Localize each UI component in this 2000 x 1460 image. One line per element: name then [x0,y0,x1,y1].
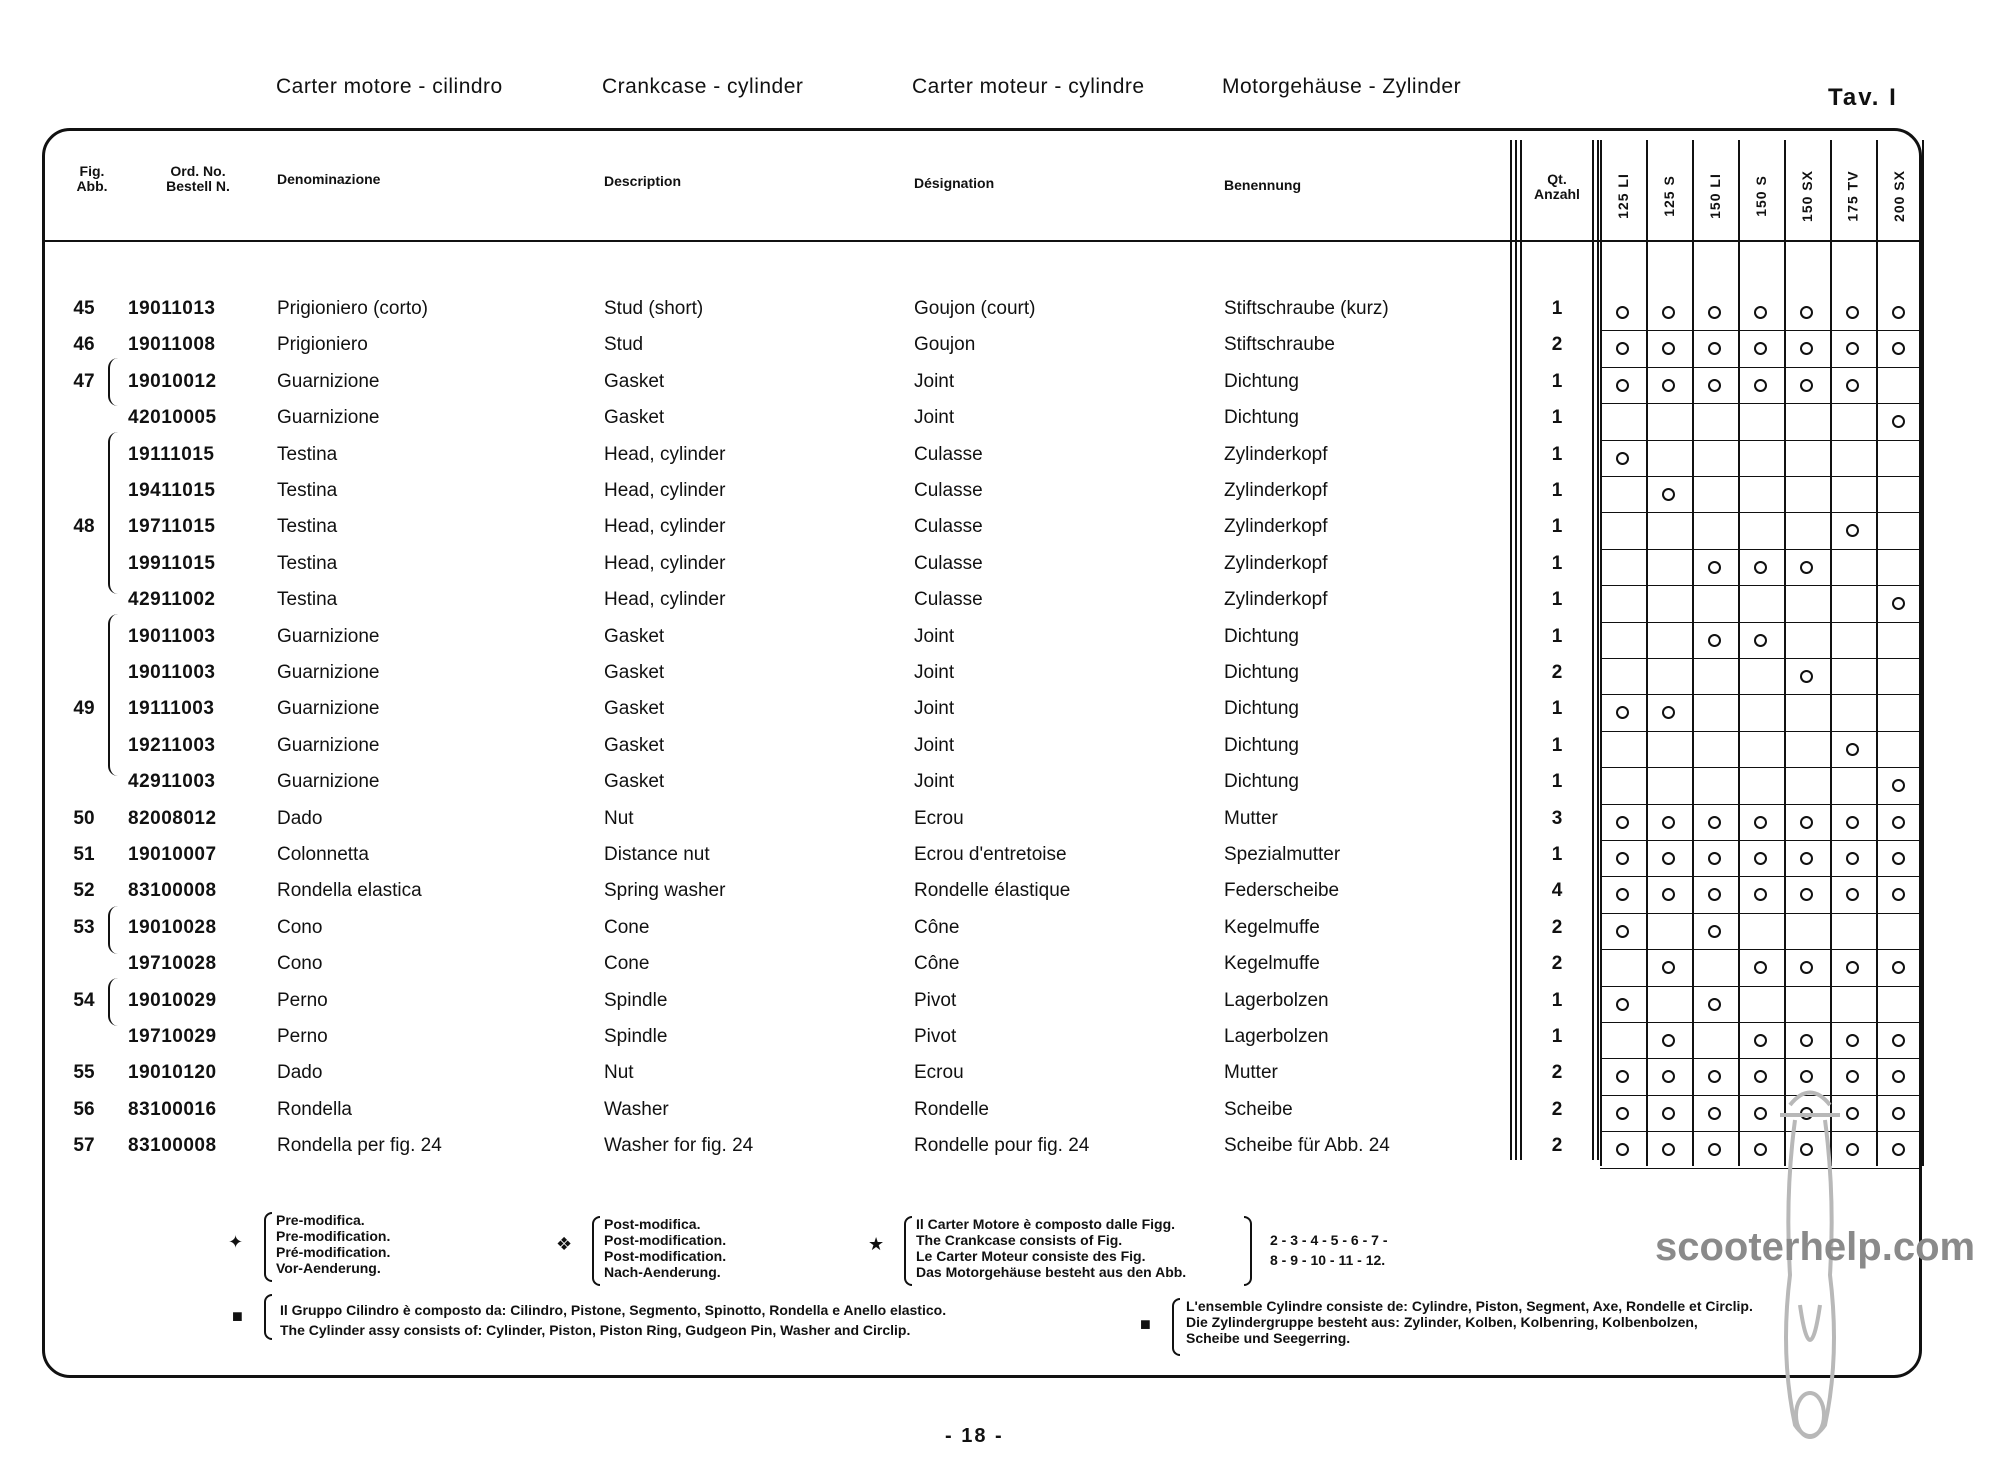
name-italian: Cono [277,916,323,938]
name-french: Culasse [914,516,983,538]
applicability-mark [1616,306,1629,319]
name-french: Cône [914,916,960,938]
quantity: 1 [1551,989,1563,1011]
applicability-mark [1846,306,1859,319]
applicability-mark [1662,306,1675,319]
footnote-brace [264,1294,272,1340]
name-french: Ecrou [914,807,964,829]
name-french: Ecrou [914,1062,964,1084]
applicability-mark [1846,852,1859,865]
grid-row-line [1600,986,1922,987]
quantity: 3 [1551,807,1563,829]
variant-column-line [1784,140,1786,1166]
group-brace-54 [108,978,118,1026]
variant-header-label: 150 SX [1799,170,1815,222]
post-modification-symbol: ❖ [556,1234,573,1254]
group-brace-47 [108,358,118,406]
order-number: 19211003 [128,734,216,756]
applicability-mark [1754,1034,1767,1047]
group-brace-53 [108,906,118,954]
variant-column-line [1876,140,1878,1166]
name-italian: Perno [277,1026,328,1047]
order-number: 19411015 [128,480,216,501]
name-italian: Testina [277,552,338,574]
name-italian: Perno [277,989,328,1011]
name-english: Washer for fig. 24 [604,1135,754,1157]
header-divider [45,240,1920,242]
title-german: Motorgehäuse - Zylinder [1222,75,1462,98]
order-number: 19011008 [128,334,216,356]
name-english: Gasket [604,662,665,683]
footnote-brace [904,1216,912,1286]
applicability-mark [1754,561,1767,574]
grid-row-line [1600,876,1922,877]
page-number: - 18 - [945,1425,1004,1447]
name-french: Pivot [914,1026,957,1047]
fig-number: 51 [73,844,95,865]
quantity: 2 [1551,1135,1563,1157]
name-french: Culasse [914,552,983,574]
plate-number: Tav. I [1828,84,1898,111]
name-german: Mutter [1224,807,1278,829]
applicability-mark [1616,852,1629,865]
quantity: 2 [1551,1098,1563,1120]
name-german: Kegelmuffe [1224,953,1320,975]
fig-number: 50 [73,807,95,829]
grid-row-line [1600,476,1922,477]
name-english: Head, cylinder [604,443,726,465]
name-french: Joint [914,662,955,683]
variant-column-line [1830,140,1832,1166]
grid-row-line [1600,1058,1922,1059]
applicability-mark [1800,670,1813,683]
order-number: 19011003 [128,662,216,683]
variant-column-line [1738,140,1740,1166]
column-separator [1515,140,1517,1160]
name-italian: Testina [277,516,338,538]
name-english: Stud [604,334,644,356]
name-english: Head, cylinder [604,516,726,538]
variant-header-label: 200 SX [1891,170,1907,222]
fig-number: 49 [73,698,95,720]
quantity: 1 [1551,1026,1563,1047]
quantity: 1 [1551,552,1563,574]
pre-modification-symbol: ✦ [228,1232,244,1252]
name-german: Mutter [1224,1062,1278,1084]
group-brace-49 [108,614,118,776]
header-qty: Qt. Anzahl [1534,171,1580,202]
variant-header [1784,166,1830,226]
variant-column-line [1646,140,1648,1166]
name-german: Spezialmutter [1224,844,1341,865]
applicability-mark [1616,379,1629,392]
order-number: 83100016 [128,1098,217,1120]
fig-number: 48 [73,516,95,538]
variant-header [1830,166,1876,226]
name-english: Stud (short) [604,298,704,319]
fig-number: 53 [73,916,95,938]
applicability-mark [1846,379,1859,392]
quantity: 1 [1551,407,1563,429]
name-english: Gasket [604,370,665,392]
name-italian: Rondella elastica [277,880,422,902]
name-german: Dichtung [1224,625,1299,647]
fig-number: 47 [73,370,95,392]
name-german: Zylinderkopf [1224,589,1328,611]
crankcase-symbol: ★ [868,1234,885,1254]
order-number: 19010029 [128,989,217,1011]
name-french: Goujon [914,334,976,356]
name-english: Gasket [604,698,665,720]
fig-number: 56 [73,1098,95,1120]
fig-number: 52 [73,880,95,902]
grid-row-line [1600,840,1922,841]
quantity: 2 [1551,1062,1563,1084]
quantity: 1 [1551,625,1563,647]
name-italian: Testina [277,589,338,611]
grid-row-line [1600,804,1922,805]
name-italian: Guarnizione [277,370,380,392]
variant-header [1876,166,1922,226]
name-german: Scheibe für Abb. 24 [1224,1135,1390,1157]
name-english: Spring washer [604,880,726,902]
quantity: 1 [1551,698,1563,720]
name-german: Dichtung [1224,734,1299,756]
name-english: Cone [604,953,650,975]
applicability-mark [1846,743,1859,756]
name-german: Zylinderkopf [1224,480,1328,501]
name-french: Rondelle pour fig. 24 [914,1135,1090,1157]
grid-row-line [1600,367,1922,368]
name-french: Joint [914,734,955,756]
grid-row-line [1600,1022,1922,1023]
cylinder-assy-symbol: ■ [1140,1314,1151,1334]
order-number: 19010012 [128,370,217,392]
name-italian: Guarnizione [277,771,380,793]
order-number: 19010120 [128,1062,217,1084]
variant-header-label: 125 S [1661,175,1677,217]
order-number: 19711015 [128,516,216,538]
applicability-mark [1754,634,1767,647]
name-english: Spindle [604,1026,668,1047]
applicability-mark [1708,852,1721,865]
name-german: Stiftschraube [1224,334,1335,356]
variant-column-line [1600,140,1602,1166]
order-number: 42911002 [128,589,216,611]
watermark-text: scooterhelp.com [1655,1225,1976,1269]
applicability-mark [1754,852,1767,865]
applicability-mark [1662,852,1675,865]
order-number: 19710029 [128,1026,217,1047]
name-italian: Rondella per fig. 24 [277,1135,442,1157]
name-english: Gasket [604,734,665,756]
applicability-mark [1616,1107,1629,1120]
applicability-mark [1892,1034,1905,1047]
applicability-mark [1662,488,1675,501]
order-number: 83100008 [128,880,217,902]
name-german: Lagerbolzen [1224,1026,1329,1047]
quantity: 1 [1551,844,1563,865]
name-french: Joint [914,698,955,720]
applicability-mark [1892,816,1905,829]
name-italian: Guarnizione [277,625,380,647]
grid-row-line [1600,731,1922,732]
name-english: Gasket [604,625,665,647]
name-german: Stiftschraube (kurz) [1224,298,1389,319]
order-number: 42010005 [128,407,217,429]
name-french: Cône [914,953,960,975]
applicability-mark [1800,561,1813,574]
variant-column-line [1692,140,1694,1166]
order-number: 19911015 [128,552,216,574]
footnote-brace [1244,1216,1252,1286]
footnote-cylinder-assy-it-en: Il Gruppo Cilindro è composto da: Cilindro, Pistone, Segmento, Spinotto, Rondella e Anello elastico. The Cylinder assy consists of: Cylinder, Piston, Piston Ring, Gudgeon Pin, Washer and Circlip. [280,1302,947,1338]
name-french: Culasse [914,589,983,611]
grid-row-line [1600,767,1922,768]
footnote-brace [264,1212,272,1282]
name-italian: Cono [277,953,323,975]
column-separator [1520,140,1522,1160]
quantity: 4 [1551,880,1563,902]
fig-number: 57 [73,1135,95,1157]
title-french: Carter moteur - cylindre [912,75,1145,98]
column-separator [1510,140,1512,1160]
cylinder-assy-symbol: ■ [232,1306,243,1326]
order-number: 19011013 [128,298,216,319]
applicability-mark [1616,452,1629,465]
name-english: Spindle [604,989,668,1011]
order-number: 19111003 [128,698,215,720]
applicability-mark [1662,379,1675,392]
name-french: Joint [914,625,955,647]
name-german: Zylinderkopf [1224,516,1328,538]
applicability-mark [1708,1107,1721,1120]
name-german: Dichtung [1224,662,1299,683]
order-number: 83100008 [128,1135,217,1157]
fig-number: 45 [73,298,95,319]
footnote-crankcase-figures: 2 - 3 - 4 - 5 - 6 - 7 - 8 - 9 - 10 - 11 - 12. [1270,1232,1388,1268]
variant-header [1692,166,1738,226]
name-german: Dichtung [1224,407,1299,429]
applicability-mark [1662,1034,1675,1047]
name-italian: Colonnetta [277,844,369,865]
grid-row-line [1600,403,1922,404]
name-french: Pivot [914,989,957,1011]
applicability-mark [1708,925,1721,938]
header-designation: Désignation [914,175,995,191]
order-number: 19011003 [128,625,216,647]
fig-number: 55 [73,1062,95,1084]
grid-row-line [1600,330,1922,331]
name-italian: Prigioniero (corto) [277,298,428,319]
quantity: 1 [1551,589,1563,611]
name-italian: Testina [277,443,338,465]
order-number: 82008012 [128,807,217,829]
quantity: 1 [1551,370,1563,392]
footnote-post-modification: Post-modifica. Post-modification. Post-modification. Nach-Aenderung. [604,1216,727,1280]
grid-row-line [1600,658,1922,659]
name-english: Cone [604,916,650,938]
applicability-mark [1616,816,1629,829]
name-french: Ecrou d'entretoise [914,844,1067,865]
footnote-pre-modification: Pre-modifica. Pre-modification. Pré-modification. Vor-Aenderung. [276,1212,391,1276]
footnote-brace [1172,1298,1180,1356]
grid-row-line [1600,913,1922,914]
footnote-brace [592,1216,600,1286]
grid-row-line [1600,585,1922,586]
applicability-mark [1800,816,1813,829]
applicability-mark [1708,634,1721,647]
order-number: 19111015 [128,443,215,465]
order-number: 19010028 [128,916,217,938]
quantity: 2 [1551,953,1563,975]
name-italian: Dado [277,807,323,829]
name-english: Gasket [604,771,665,793]
variant-header-label: 150 LI [1706,173,1723,219]
name-italian: Testina [277,480,338,501]
grid-row-line [1600,512,1922,513]
grid-row-line [1600,694,1922,695]
header-ord-no: Ord. No. Bestell N. [166,163,230,194]
quantity: 2 [1551,916,1563,938]
name-english: Head, cylinder [604,589,726,611]
name-french: Goujon (court) [914,298,1036,319]
applicability-mark [1616,925,1629,938]
name-french: Rondelle élastique [914,880,1071,902]
name-italian: Guarnizione [277,407,380,429]
variant-header [1600,166,1646,226]
grid-row-line [1600,622,1922,623]
applicability-mark [1800,1034,1813,1047]
quantity: 1 [1551,480,1563,501]
applicability-mark [1846,816,1859,829]
name-german: Dichtung [1224,771,1299,793]
column-separator [1597,140,1599,1160]
quantity: 1 [1551,734,1563,756]
applicability-mark [1800,306,1813,319]
variant-header-label: 150 S [1753,175,1769,217]
name-italian: Guarnizione [277,698,380,720]
name-english: Nut [604,1062,634,1084]
applicability-mark [1662,816,1675,829]
name-german: Dichtung [1224,698,1299,720]
applicability-mark [1708,561,1721,574]
footnote-cylinder-assy-fr-de: L'ensemble Cylindre consiste de: Cylindre, Piston, Segment, Axe, Rondelle et Circlip. Die Zylindergruppe besteht aus: Zylinder, Kolben, Kolbenring, Kolbenbolzen, Scheibe und Seegerring. [1186,1298,1753,1346]
grid-row-line [1600,440,1922,441]
applicability-mark [1892,852,1905,865]
applicability-mark [1754,379,1767,392]
name-french: Joint [914,407,955,429]
title-english: Crankcase - cylinder [602,75,804,98]
name-italian: Prigioniero [277,334,368,356]
applicability-mark [1800,852,1813,865]
group-brace-48 [108,432,118,594]
name-english: Head, cylinder [604,480,726,501]
applicability-mark [1754,816,1767,829]
footnote-crankcase: Il Carter Motore è composto dalle Figg. The Crankcase consists of Fig. Le Carter Moteur consiste des Fig. Das Motorgehäuse besteht aus den Abb. [916,1216,1187,1280]
quantity: 1 [1551,443,1563,465]
applicability-mark [1708,306,1721,319]
name-french: Rondelle [914,1098,989,1120]
name-italian: Rondella [277,1098,352,1120]
applicability-mark [1846,1034,1859,1047]
variant-column-line [1922,140,1924,1166]
applicability-mark [1754,306,1767,319]
fig-number: 46 [73,334,95,356]
quantity: 1 [1551,516,1563,538]
applicability-mark [1892,306,1905,319]
title-italian: Carter motore - cilindro [276,75,503,98]
name-italian: Dado [277,1062,323,1084]
grid-row-line [1600,949,1922,950]
variant-header [1646,166,1692,226]
order-number: 42911003 [128,771,216,793]
name-english: Washer [604,1098,669,1120]
name-german: Lagerbolzen [1224,989,1329,1011]
name-french: Joint [914,771,955,793]
name-french: Culasse [914,480,983,501]
header-fig: Fig. Abb. [76,163,108,194]
applicability-mark [1892,1107,1905,1120]
variant-header-label: 125 LI [1614,173,1631,219]
header-benennung: Benennung [1224,177,1301,193]
variant-header-label: 175 TV [1845,170,1862,222]
name-english: Nut [604,807,634,829]
name-german: Zylinderkopf [1224,552,1328,574]
name-german: Zylinderkopf [1224,443,1328,465]
fig-number: 54 [73,989,95,1011]
name-english: Head, cylinder [604,552,726,574]
name-italian: Guarnizione [277,734,380,756]
variant-header [1738,166,1784,226]
name-french: Joint [914,370,955,392]
order-number: 19010007 [128,844,217,865]
name-french: Culasse [914,443,983,465]
name-english: Distance nut [604,844,710,865]
quantity: 1 [1551,298,1563,319]
name-german: Scheibe [1224,1098,1293,1120]
name-german: Kegelmuffe [1224,916,1320,938]
applicability-mark [1708,816,1721,829]
quantity: 2 [1551,334,1563,356]
header-denominazione: Denominazione [277,171,381,187]
quantity: 2 [1551,662,1563,683]
applicability-mark [1616,998,1629,1011]
applicability-mark [1708,998,1721,1011]
name-italian: Guarnizione [277,662,380,683]
applicability-mark [1662,1107,1675,1120]
name-german: Dichtung [1224,370,1299,392]
column-separator [1592,140,1594,1160]
quantity: 1 [1551,771,1563,793]
order-number: 19710028 [128,953,217,975]
grid-row-line [1600,549,1922,550]
header-description: Description [604,173,682,189]
applicability-mark [1800,379,1813,392]
applicability-mark [1708,379,1721,392]
name-english: Gasket [604,407,665,429]
name-german: Federscheibe [1224,880,1340,902]
